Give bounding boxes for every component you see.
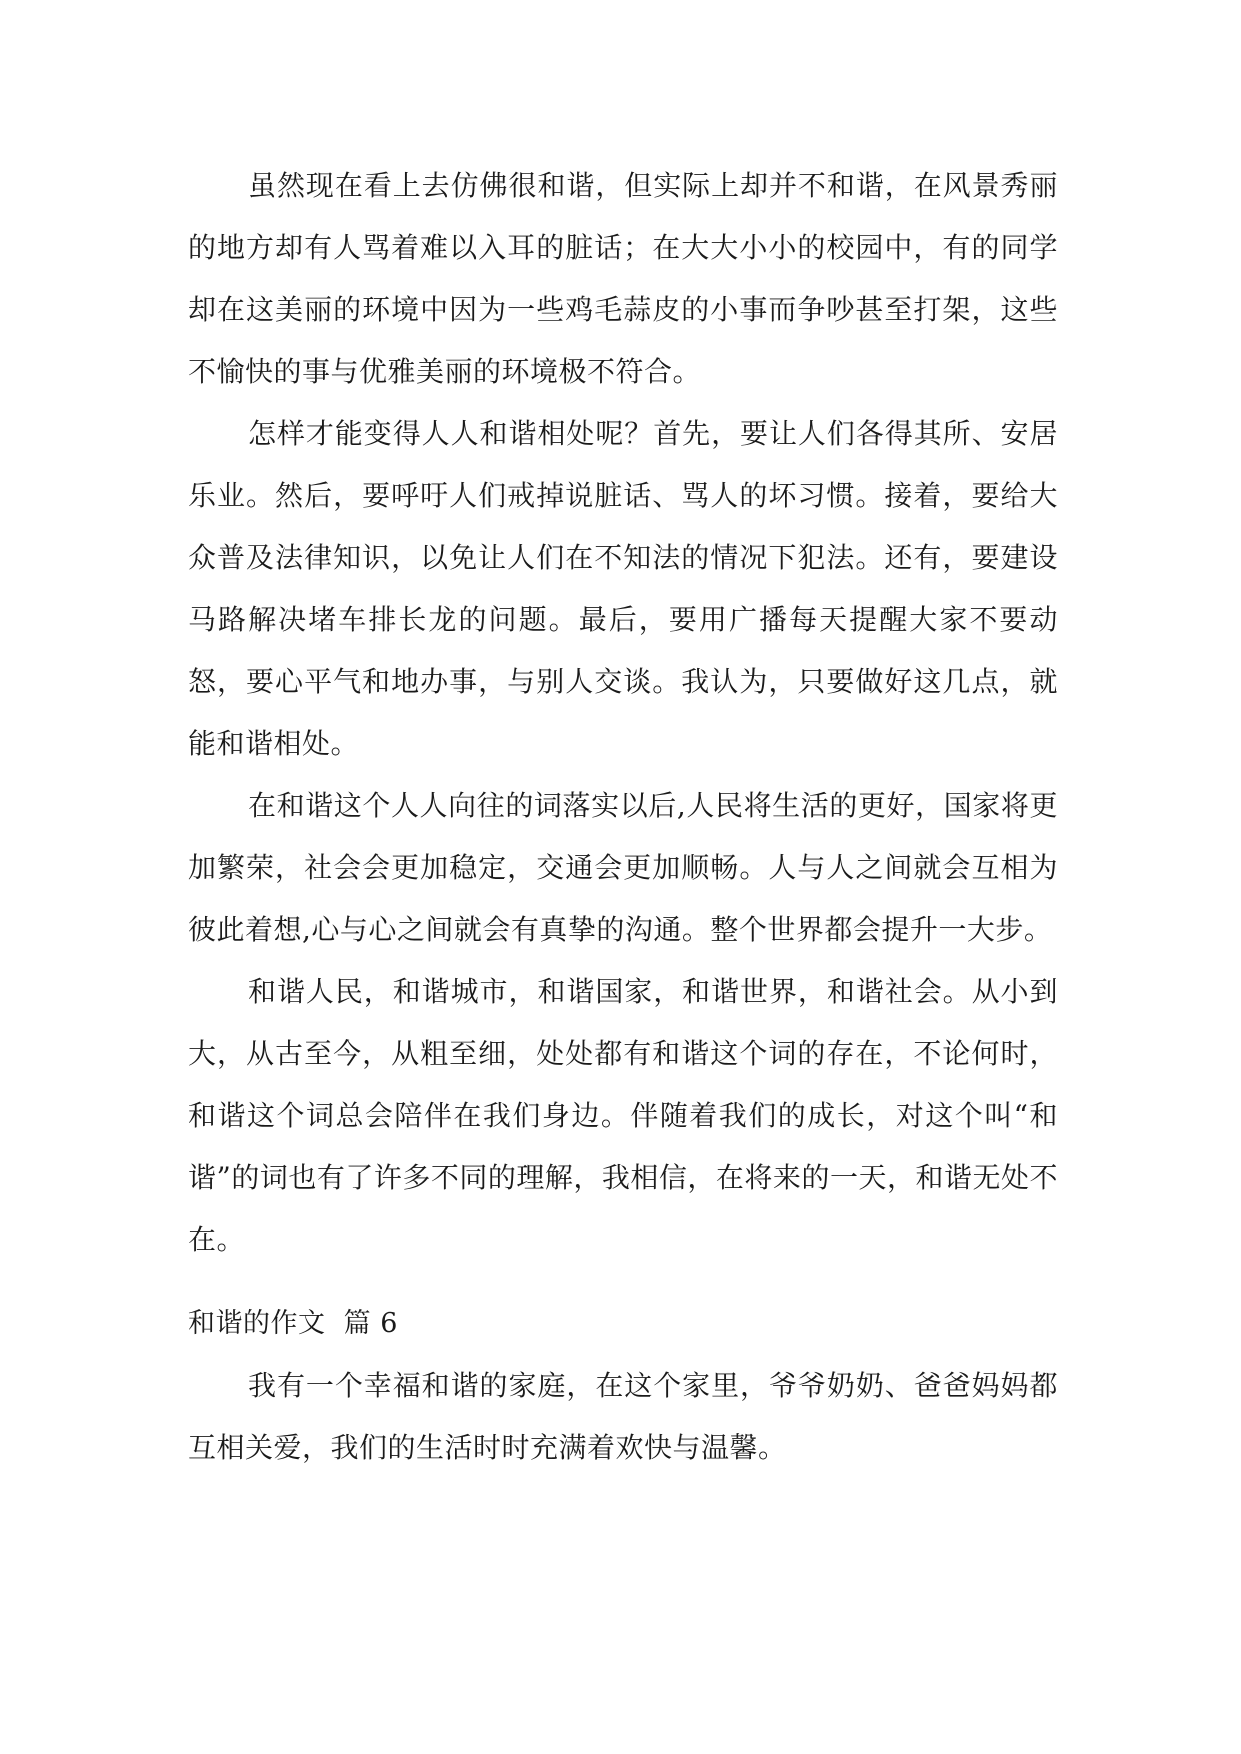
paragraph-3: 在和谐这个人人向往的词落实以后,人民将生活的更好，国家将更加繁荣，社会会更加稳定，交通会更加顺畅。人与人之间就会互相为彼此着想,心与心之间就会有真挚的沟通。整个世界都会提升一大步。 bbox=[188, 789, 1058, 946]
document-body bbox=[188, 155, 1058, 1479]
section-heading: 和谐的作文 篇 6 bbox=[188, 1308, 398, 1339]
paragraph-2: 怎样才能变得人人和谐相处呢？首先，要让人们各得其所、安居乐业。然后，要呼吁人们戒掉说脏话、骂人的坏习惯。接着，要给大众普及法律知识，以免让人们在不知法的情况下犯法。还有，要建设马路解决堵车排长龙的问题。最后，要用广播每天提醒大家不要动怒，要心平气和地办事，与别人交谈。我认为，只要做好这几点，就能和谐相处。 bbox=[188, 417, 1058, 760]
section-paragraph-1: 我有一个幸福和谐的家庭，在这个家里，爷爷奶奶、爸爸妈妈都互相关爱，我们的生活时时充满着欢快与温馨。 bbox=[188, 1369, 1058, 1464]
paragraph-1: 虽然现在看上去仿佛很和谐，但实际上却并不和谐，在风景秀丽的地方却有人骂着难以入耳的脏话；在大大小小的校园中，有的同学却在这美丽的环境中因为一些鸡毛蒜皮的小事而争吵甚至打架，这些不愉快的事与优雅美丽的环境极不符合。 bbox=[188, 169, 1058, 388]
paragraph-4: 和谐人民，和谐城市，和谐国家，和谐世界，和谐社会。从小到大，从古至今，从粗至细，处处都有和谐这个词的存在，不论何时，和谐这个词总会陪伴在我们身边。伴随着我们的成长，对这个叫“和谐”的词也有了许多不同的理解，我相信，在将来的一天，和谐无处不在。 bbox=[188, 975, 1058, 1256]
